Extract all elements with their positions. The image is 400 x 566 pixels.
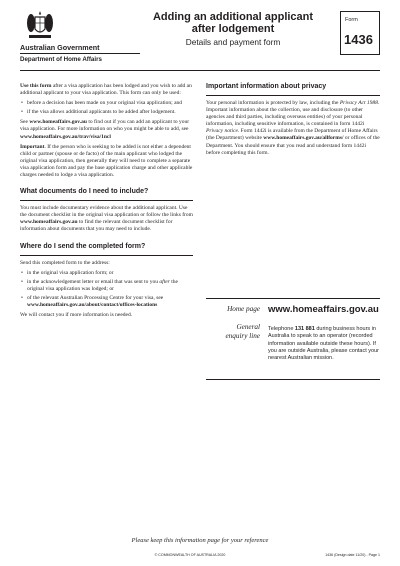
form-reference: 1436 (Design date 11/20) - Page 1 [325, 553, 380, 557]
privacy-text-3: . Form 1442i is available from the Department of Home Affairs (the Department) website [206, 128, 378, 142]
send-b2-emphasis: after [159, 278, 170, 285]
section-rule [20, 255, 193, 256]
header-divider [20, 53, 140, 54]
send-b2-text-2: the original visa application was lodged; or [27, 278, 178, 292]
important-bold: Important [20, 143, 45, 150]
send-b3-text: of the relevant Australian Processing Centre for your visa, see [27, 294, 164, 301]
section-rule [206, 95, 380, 96]
send-intro: Send this completed form to the address: [20, 259, 110, 266]
important-text: . If the person who is seeking to be added is not either a dependent child or partner (spouse or de facto) of the main applicant who lodged the original visa application, then generally they will need to complete a separate visa application form and pay the base application charge and other applicable charges needed to lodge a visa application. [20, 143, 193, 179]
keep-page-note: Please keep this information page for your reference [131, 537, 269, 544]
enquiry-prefix: Telephone [268, 326, 295, 332]
offices-link[interactable]: www.homeaffairs.gov.au/about/contact/offices-locations [27, 301, 158, 308]
docs-link[interactable]: www.homeaffairs.gov.au [20, 219, 78, 226]
header-rule [20, 70, 380, 71]
privacy-text: Your personal information is protected by law, including the [206, 100, 340, 106]
form-number-box [340, 11, 380, 55]
send-heading: Where do I send the completed form? [20, 242, 146, 250]
privacy-act: Privacy Act 1988 [339, 100, 378, 106]
documents-paragraph [20, 205, 193, 233]
docs-text-2: to find the relevant document checklist for information about documents that you may need to include. [20, 219, 173, 233]
left-column [20, 83, 193, 322]
see-link[interactable]: www.homeaffairs.gov.au [29, 119, 87, 126]
form-number: 1436 [344, 32, 373, 47]
intro-text: after a visa application has been lodged and you wish to add an additional applicant to your visa application. This form can only be used: [20, 83, 192, 97]
form-title-line-2: after lodgement [191, 23, 275, 35]
government-name: Australian Government [20, 43, 100, 52]
see-prefix: See [20, 119, 30, 126]
send-outro: We will contact you if more information is needed. [20, 312, 133, 319]
homepage-link[interactable]: www.homeaffairs.gov.au [268, 304, 379, 315]
privacy-text-4: or offices of the Department. You should ensure that you read and understand form 1442i before completing this form. [206, 135, 380, 156]
homepage-label: Home page [227, 305, 260, 313]
intro-bullets [20, 100, 193, 116]
copyright: © COMMONWEALTH OF AUSTRALIA 2020 [154, 553, 226, 557]
intro-paragraph [20, 83, 193, 97]
list-item: • in the original visa application form; or [20, 270, 193, 277]
form-label: Form [345, 17, 358, 23]
coat-of-arms-icon [26, 10, 54, 40]
allforms-link[interactable]: www.homeaffairs.gov.au/allforms/ [263, 135, 344, 142]
form-title [148, 11, 318, 35]
privacy-notice: Privacy notice [206, 128, 238, 135]
documents-heading: What documents do I need to include? [20, 188, 149, 196]
enquiry-phone[interactable]: 131 881 [294, 326, 315, 332]
list-item [20, 279, 193, 293]
list-item [20, 295, 193, 309]
send-bullets [20, 270, 193, 309]
form-subtitle: Details and payment form [185, 37, 281, 47]
see-link-2[interactable]: www.homeaffairs.gov.au/trav/visa/1ncl [20, 133, 111, 140]
list-item: • if the visa allows additional applicants to be added after lodgement. [20, 109, 193, 116]
see-paragraph [20, 119, 193, 140]
enquiry-label-line-2: enquiry line [225, 331, 260, 340]
enquiry-text [268, 326, 380, 362]
privacy-heading: Important information about privacy [206, 83, 327, 90]
privacy-paragraph [206, 100, 380, 157]
list-item: • before a decision has been made on your original visa application; and [20, 100, 193, 107]
docs-text: You must include documentary evidence about the additional applicant. Use the document checklist in the original visa application or follow the links from [20, 205, 193, 219]
section-rule [20, 200, 193, 201]
important-paragraph [20, 144, 193, 179]
see-text: to find out if you can add an applicant to your visa application. For more information on who you might be able to add, see [20, 119, 190, 133]
send-b2-text: in the acknowledgement letter or email that was sent to you [27, 278, 160, 285]
enquiry-info: during business hours in Australia to speak to an operator (recorded information available outside these hours). If you are outside Australia, please contact your nearest Australian mission. [268, 326, 379, 362]
privacy-text-2: . Important information about the collection, use and disclosure (to other agencies and third parties, including overseas entities) of your personal information, including sensitive information, is contained in form 1442i [206, 100, 380, 128]
enquiry-label [206, 323, 260, 340]
department-name: Department of Home Affairs [20, 56, 102, 63]
intro-bold: Use this form [20, 83, 52, 89]
enquiry-label-line-1: General [236, 323, 260, 331]
contact-box [206, 298, 380, 380]
right-column [206, 83, 380, 160]
form-title-line-1: Adding an additional applicant [152, 11, 314, 23]
